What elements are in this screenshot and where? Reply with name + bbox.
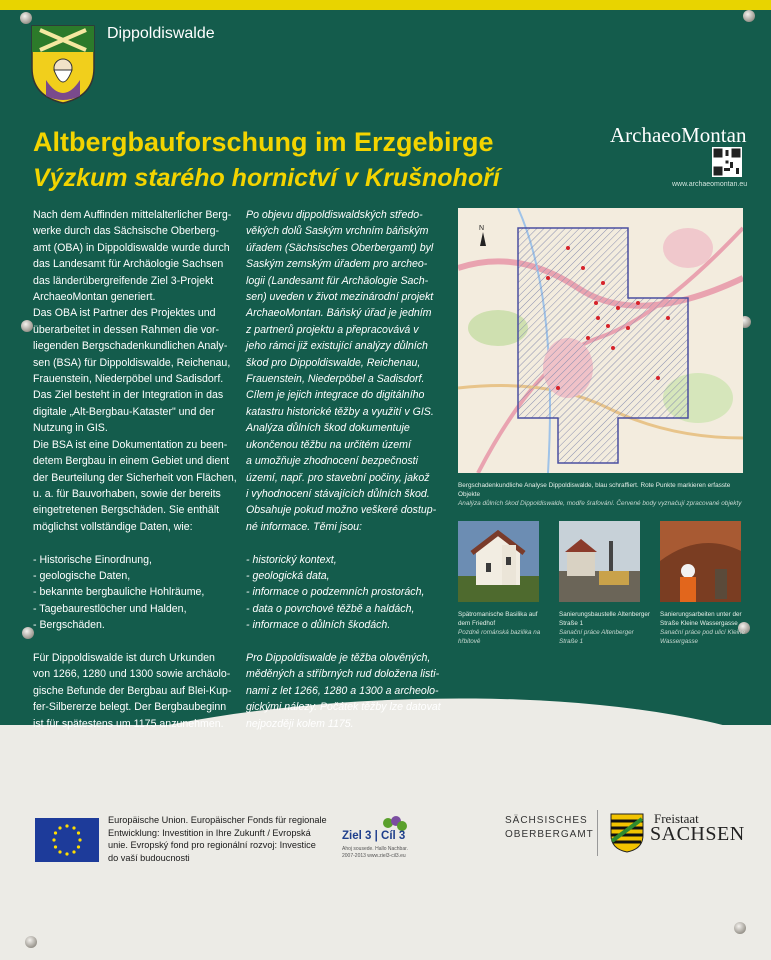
photo-renovation-site <box>559 521 640 602</box>
title-czech: Výzkum starého hornictví v Krušnohoří <box>33 164 500 192</box>
town-name: Dippoldiswalde <box>107 25 215 42</box>
photo-caption-3-czech: Sanační práce pod ulicí Kleine Wassergasse <box>660 629 746 645</box>
saxony-arms-icon <box>610 813 644 853</box>
screw <box>25 936 37 948</box>
qr-code-icon <box>712 147 742 177</box>
screw <box>734 922 746 934</box>
map-caption <box>458 481 753 508</box>
ziel3-label: Ziel 3 | Cíl 3 <box>342 830 406 842</box>
coat-of-arms-icon <box>30 24 96 104</box>
map-caption-german: Bergschadenkundliche Analyse Dippoldiswalde, blau schraffiert. Rote Punkte markieren erfasste Objekte <box>458 482 731 498</box>
photo-caption-1-german: Spätromanische Basilika auf dem Friedhof <box>458 611 538 627</box>
photo-caption-3-german: Sanierungsarbeiten unter der Straße Kleine Wassergasse <box>660 611 742 627</box>
mining-damage-map <box>458 208 743 473</box>
oberbergamt-line2: OBERBERGAMT <box>505 829 594 840</box>
eu-flag-icon <box>35 818 99 862</box>
logo-divider <box>597 810 598 856</box>
photo-caption-3 <box>660 610 752 646</box>
screw <box>21 320 33 332</box>
svg-text:N: N <box>479 225 485 232</box>
project-url: www.archaeomontan.eu <box>672 181 748 188</box>
ziel3-subtitle: Ahoj sousede. Hallo Nachbar. 2007-2013 www.ziel3-cil3.eu <box>342 846 408 859</box>
photo-caption-2 <box>559 610 651 646</box>
top-yellow-stripe <box>0 0 771 10</box>
oberbergamt-line1: SÄCHSISCHES <box>505 815 588 826</box>
archaeomontan-logo: ArchaeoMontan <box>610 123 747 147</box>
photo-caption-1-czech: Pozdně románská bazilika na hřbitově <box>458 629 541 645</box>
photo-renovation-underground <box>660 521 741 602</box>
sachsen-label: SACHSEN <box>650 823 745 845</box>
photo-caption-2-german: Sanierungsbaustelle Altenberger Straße 1 <box>559 611 651 627</box>
freistaat-label: Freistaat <box>654 811 699 826</box>
title-german: Altbergbauforschung im Erzgebirge <box>33 127 494 157</box>
map-caption-czech: Analýza důlních škod Dippoldiswalde, modře šrafování. Červené body vyznačují zpracované objekty <box>458 500 742 507</box>
screw <box>20 12 32 24</box>
text-column-german: Nach dem Auffinden mittelalterlicher Berg- werke durch das Sächsische Oberberg- amt (OBA) in Dippoldiswalde wurde durch das Landesamt für Archäologie Sachsen das länderübergreifende Ziel 3-Projekt ArchaeoMontan generiert. Das OBA ist Partner des Projektes und überarbeitet in dessen Rahmen die vor- liegenden Bergschadenkundlichen Analy- sen (BSA) für Dippoldiswalde, Reichenau, Frauenstein, Niederpöbel und Sadisdorf. Das Ziel besteht in der Integration in das digitale „Alt-Bergbau-Kataster" und der Nutzung in GIS. Die BSA ist eine Dokumentation zu been- detem Bergbau in einem Gebiet und dient der Beurteilung der Sicherheit von Flächen, u. a. für Bauvorhaben, sowie der bereits eingetretenen Bergschäden. Sie enthält möglichst vollständige Daten, wie: - Historische Einordnung, - geologische Daten, - bekannte bergbauliche Hohlräume, - Tagebaurestlöcher und Halden, - Bergschäden. Für Dippoldiswalde ist durch Urkunden von 1266, 1280 und 1300 sowie archäolo- gische Befunde der Bergbau auf Blei-Kup- fer-Silbererze belegt. Der Bergbaubeginn ist für spätestens um 1175 anzunehmen. <box>33 209 237 730</box>
text-column-czech: Po objevu dippoldiswaldských středo- věkých dolů Saským vrchním báňským úřadem (Sächsisches Oberbergamt) byl Saským zemským úřadem pro archeo- logii (Landesamt für Archäologie Sach- sen) uveden v život mezinárodní projekt ArchaeoMontan. Báňský úřad je jedním z partnerů projektu a přepracovává v jeho rámci již existující analýzy důlních škod pro Dippoldiswalde, Reichenau, Frauenstein, Niederpöbel a Sadisdorf. Cílem je jejich integrace do digitálního katastru historické těžby a využití v GIS. Analýza důlních škod dokumentuje ukončenou těžbu na určitém území a umožňuje zhodnocení bezpečnosti území, např. pro stavební počiny, jakož i vyhodnocení stávajících důlních škod. Obsahuje pokud možno veškeré dostup- né informace. Těmi jsou: - historický kontext, - geologická data, - informace o podzemních prostorách, - data o povrchové těžbě a haldách, - informace o důlních škodách. Pro Dippoldiswalde je těžba olověných, měděných a stříbrných rud doložena listi- nami z let 1266, 1280 a 1300 a archeolo- gickými nálezy. Počátek těžby lze datovat nejpozději kolem 1175. <box>246 209 441 730</box>
photo-basilica <box>458 521 539 602</box>
photo-caption-1 <box>458 610 550 646</box>
photo-caption-2-czech: Sanační práce Altenberger Straße 1 <box>559 629 634 645</box>
eu-funding-text: Europäische Union. Europäischer Fonds für regionale Entwicklung: Investition in Ihre Zukunft / Evropská unie. Evropský fond pro regionální rozvoj: Investice do vaší budoucnosti <box>108 815 327 863</box>
screw <box>743 10 755 22</box>
